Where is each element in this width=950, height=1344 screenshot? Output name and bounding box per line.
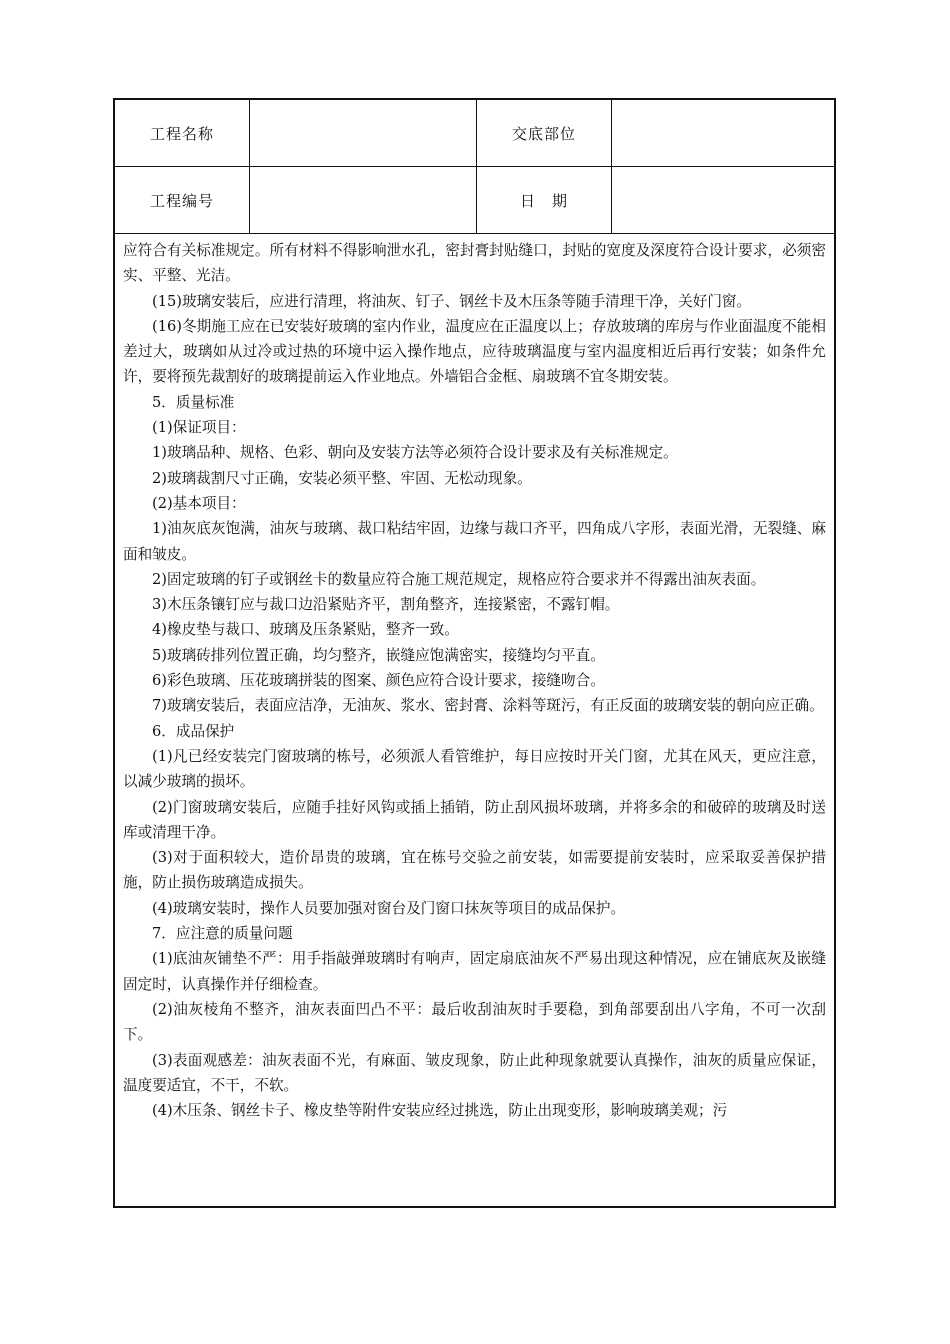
content-paragraph: (4)木压条、钢丝卡子、橡皮垫等附件安装应经过挑选，防止出现变形，影响玻璃美观；污 — [152, 1102, 728, 1120]
content-paragraph: (1)保证项目： — [152, 419, 246, 437]
date-label: 日 期 — [519, 191, 568, 210]
handover-content — [123, 238, 826, 1123]
content-paragraph: (1)凡已经安装完门窗玻璃的栋号，必须派人看管维护，每日应按时开关门窗，尤其在风天，更应注意，以减少玻璃的损坏。 — [123, 747, 826, 791]
project-no-label: 工程编号 — [149, 191, 214, 210]
content-paragraph: 6)彩色玻璃、压花玻璃拼装的图案、颜色应符合设计要求，接缝吻合。 — [152, 672, 605, 690]
content-paragraph: (2)基本项目： — [152, 494, 246, 512]
content-paragraph: 2)固定玻璃的钉子或钢丝卡的数量应符合施工规范规定，规格应符合要求并不得露出油灰表面。 — [152, 570, 766, 588]
content-paragraph: 1)油灰底灰饱满，油灰与玻璃、裁口粘结牢固，边缘与裁口齐平，四角成八字形，表面光滑，无裂缝、麻面和皱皮。 — [123, 520, 826, 563]
content-paragraph: (1)底油灰铺垫不严：用手指敲弹玻璃时有响声，固定扇底油灰不严易出现这种情况，应在铺底灰及嵌缝固定时，认真操作并仔细检查。 — [123, 950, 826, 993]
content-paragraph: 3)木压条镶钉应与裁口边沿紧贴齐平，割角整齐，连接紧密，不露钉帽。 — [152, 596, 620, 614]
content-paragraph: (15)玻璃安装后，应进行清理，将油灰、钉子、钢丝卡及木压条等随手清理干净，关好门窗。 — [152, 292, 752, 310]
content-paragraph: (4)玻璃安装时，操作人员要加强对窗台及门窗口抹灰等项目的成品保护。 — [152, 899, 626, 917]
content-paragraph: 1)玻璃品种、规格、色彩、朝向及安装方法等必须符合设计要求及有关标准规定。 — [152, 444, 678, 462]
content-paragraph: (3)表面观感差：油灰表面不光，有麻面、皱皮现象，防止此种现象就要认真操作，油灰的质量应保证，温度要适宜，不干，不软。 — [123, 1051, 826, 1094]
project-no-value[interactable] — [250, 167, 476, 233]
header-table — [115, 100, 834, 234]
content-paragraph: 应符合有关标准规定。所有材料不得影响泄水孔，密封膏封贴缝口，封贴的宽度及深度符合设计要求，必须密实、平整、光洁。 — [123, 242, 826, 285]
project-name-value[interactable] — [250, 100, 476, 166]
content-paragraph: 4)橡皮垫与裁口、玻璃及压条紧贴，整齐一致。 — [152, 621, 459, 639]
handover-part-value[interactable] — [612, 100, 834, 166]
content-paragraph: (3)对于面积较大，造价昂贵的玻璃，宜在栋号交验之前安装，如需要提前安装时，应采取妥善保护措施，防止损伤玻璃造成损失。 — [123, 849, 826, 892]
content-paragraph: (16)冬期施工应在已安装好玻璃的室内作业，温度应在正温度以上；存放玻璃的库房与作业面温度不能相差过大，玻璃如从过冷或过热的环境中运入操作地点，应待玻璃温度与室内温度相近后再行安装；如条件允许，要将预先裁割好的玻璃提前运入作业地点。外墙铝合金框、扇玻璃不宜冬期安装。 — [123, 317, 826, 386]
content-paragraph: 5)玻璃砖排列位置正确，均匀整齐，嵌缝应饱满密实，接缝均匀平直。 — [152, 646, 605, 664]
content-paragraph: 7)玻璃安装后，表面应洁净，无油灰、浆水、密封膏、涂料等斑污，有正反面的玻璃安装的朝向应正确。 — [152, 697, 824, 715]
project-name-label: 工程名称 — [149, 124, 214, 143]
content-paragraph: (2)门窗玻璃安装后，应随手挂好风钩或插上插销，防止刮风损坏玻璃，并将多余的和破碎的玻璃及时送库或清理干净。 — [123, 798, 826, 841]
content-paragraph: 5．质量标准 — [152, 393, 235, 411]
date-value[interactable] — [612, 167, 834, 233]
handover-part-label: 交底部位 — [511, 124, 576, 143]
header-bottom-border — [115, 233, 834, 234]
content-paragraph: 7．应注意的质量问题 — [152, 925, 293, 943]
content-paragraph: 6．成品保护 — [152, 722, 235, 740]
technical-handover-sheet — [113, 98, 836, 1208]
content-paragraph: 2)玻璃裁割尺寸正确，安装必须平整、牢固、无松动现象。 — [152, 469, 532, 487]
content-paragraph: (2)油灰棱角不整齐，油灰表面凹凸不平：最后收刮油灰时手要稳，到角部要刮出八字角，不可一次刮下。 — [123, 1000, 826, 1044]
